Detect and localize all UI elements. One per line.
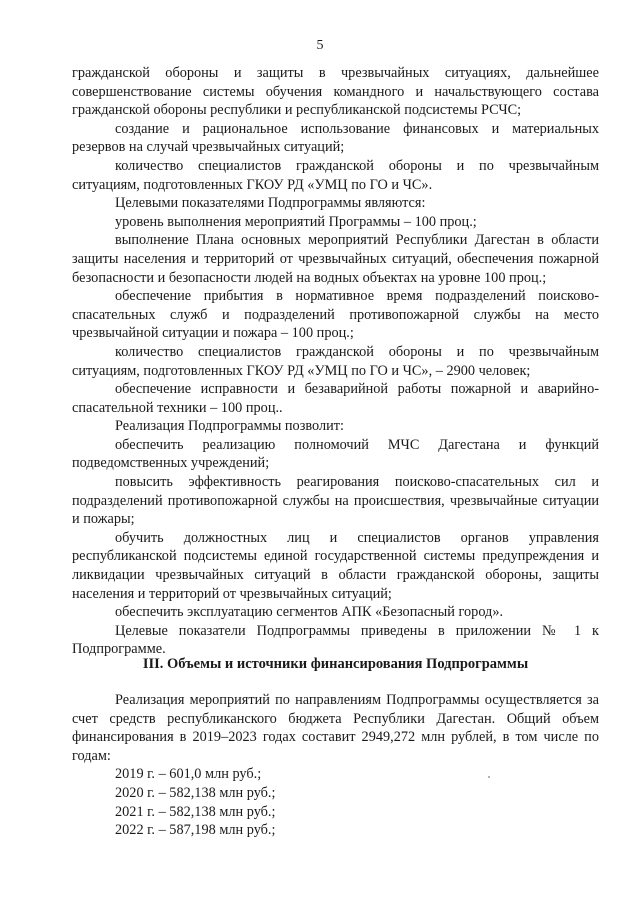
paragraph: Целевыми показателями Подпрограммы являются: [115, 195, 426, 212]
paragraph: обеспечить реализацию полномочий МЧС Дагестана и функций подведомственных учреждений; [72, 436, 599, 472]
paragraph: обучить должностных лиц и специалистов органов управления республиканской подсистемы единой государственной системы предупреждения и ликвидации чрезвычайных ситуаций в области гражданской обороны, защиты населения и территорий от чрезвычайных ситуаций; [72, 529, 599, 602]
scan-speck [488, 776, 490, 778]
paragraph: повысить эффективность реагирования поисково-спасательных сил и подразделений противопожарной службы на происшествия, чрезвычайные ситуации и пожары; [72, 474, 599, 528]
paragraph: обеспечение исправности и безаварийной работы пожарной и аварийно-спасательной техники – 100 проц.. [72, 381, 599, 416]
paragraph: гражданской обороны и защиты в чрезвычайных ситуациях, дальнейшее совершенствование системы обучения командного и начальствующего состава гражданской обороны республики и республиканской подсистемы РСЧС; [72, 65, 599, 119]
financing-section [72, 691, 599, 840]
paragraph: уровень выполнения мероприятий Программы – 100 проц.; [115, 213, 477, 230]
paragraph: обеспечить эксплуатацию сегментов АПК «Безопасный город». [115, 604, 504, 621]
year-line: 2022 г. – 587,198 млн руб.; [115, 822, 276, 839]
year-line: 2019 г. – 601,0 млн руб.; [115, 766, 262, 783]
paragraph: обеспечение прибытия в нормативное время подразделений поисково-спасательных служб и подразделений противопожарной службы на место чрезвычайной ситуации и пожара – 100 проц.; [72, 288, 599, 342]
paragraph: количество специалистов гражданской обороны и по чрезвычайным ситуациям, подготовленных ГКОУ РД «УМЦ по ГО и ЧС», – 2900 человек; [72, 343, 599, 379]
year-line: 2021 г. – 582,138 млн руб.; [115, 803, 276, 820]
body-text [72, 64, 599, 659]
paragraph: выполнение Плана основных мероприятий Республики Дагестан в области защиты населения и территорий от чрезвычайных ситуаций, обеспечения пожарной безопасности и безопасности людей на водных объектах на уровне 100 проц.; [72, 232, 599, 286]
paragraph: количество специалистов гражданской обороны и по чрезвычайным ситуациям, подготовленных ГКОУ РД «УМЦ по ГО и ЧС». [72, 157, 599, 193]
financing-paragraph: Реализация мероприятий по направлениям Подпрограммы осуществляется за счет средств республиканского бюджета Республики Дагестан. Общий объем финансирования в 2019–2023 годах составит 2949,272 млн рублей, в том числе по годам: [72, 692, 599, 764]
paragraph: создание и рациональное использование финансовых и материальных резервов на случай чрезвычайных ситуаций; [72, 120, 599, 156]
paragraph: Реализация Подпрограммы позволит: [115, 418, 344, 435]
paragraph: Целевые показатели Подпрограммы приведены в приложении № 1 к Подпрограмме. [72, 622, 599, 658]
page-number: 5 [316, 38, 324, 53]
section-heading: III. Объемы и источники финансирования Подпрограммы [142, 656, 529, 672]
year-line: 2020 г. – 582,138 млн руб.; [115, 784, 276, 801]
